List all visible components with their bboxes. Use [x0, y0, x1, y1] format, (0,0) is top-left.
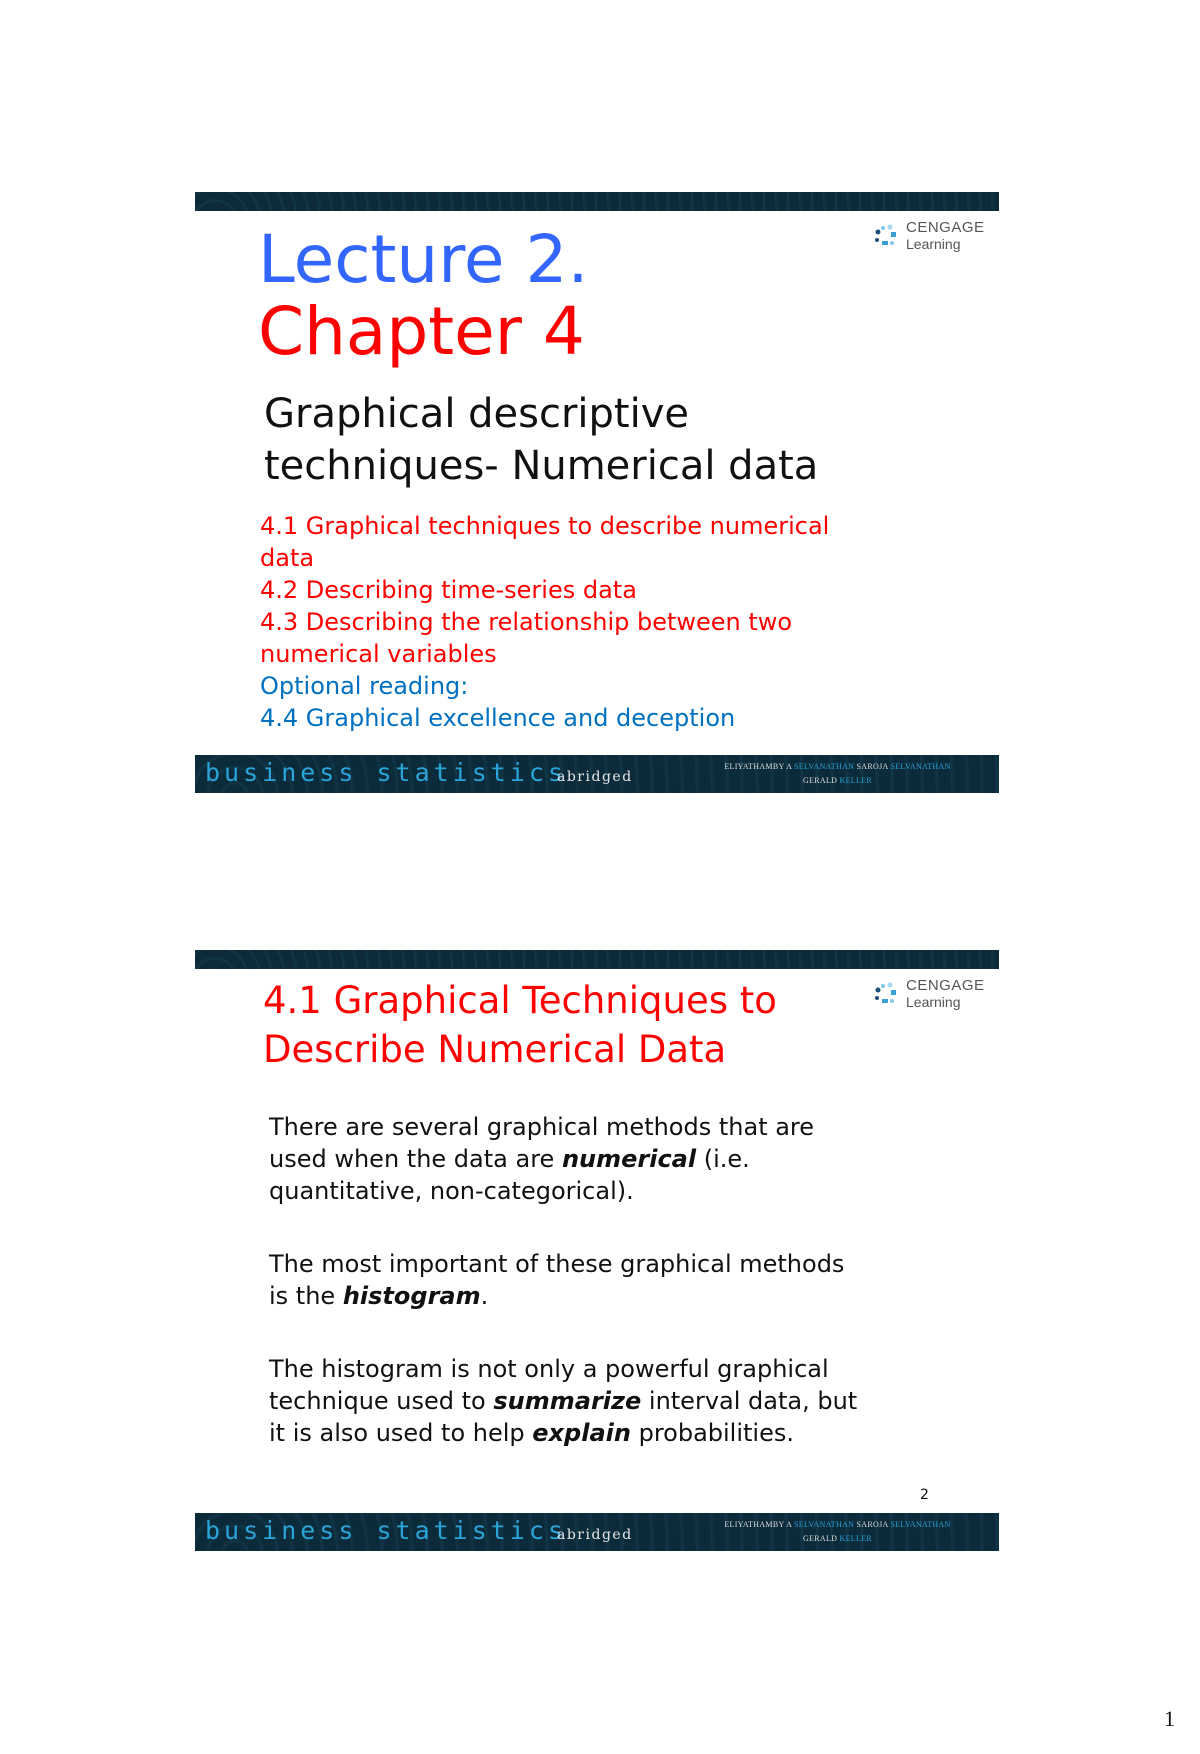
body-line	[269, 1248, 857, 1280]
body-text: quantitative, non-categorical).	[269, 1177, 634, 1205]
logo-text-cengage: CENGAGE	[906, 977, 985, 994]
emphasized-term: summarize	[493, 1387, 642, 1415]
outline-item: data	[260, 544, 315, 572]
author-text: SELVANATHAN	[890, 1520, 951, 1529]
outline-item: 4.2 Describing time-series data	[260, 576, 637, 604]
outline-item: 4.3 Describing the relationship between two	[260, 608, 793, 636]
body-text: interval data, but	[641, 1387, 858, 1415]
body-text: probabilities.	[630, 1419, 794, 1447]
author-text: KELLER	[839, 1534, 872, 1543]
logo-text-cengage: CENGAGE	[906, 219, 985, 236]
body-line	[269, 1175, 857, 1207]
slide-header-bar	[195, 950, 999, 969]
footer-brand: business statistics	[205, 1516, 567, 1545]
body-line	[269, 1143, 857, 1175]
cengage-dots-icon	[873, 223, 899, 249]
logo-text-learning: Learning	[906, 236, 961, 252]
footer-authors	[690, 1518, 985, 1546]
cengage-logo	[873, 977, 993, 1013]
page-number: 1	[1164, 1706, 1175, 1731]
slide-footer-bar	[195, 755, 999, 793]
footer-brand: business statistics	[205, 758, 567, 787]
author-text: SAROJA	[854, 1520, 891, 1529]
subtitle	[264, 388, 818, 492]
body-line	[269, 1385, 857, 1417]
body-text: There are several graphical methods that are	[269, 1113, 815, 1141]
slide-body	[269, 1111, 857, 1490]
body-line	[269, 1417, 857, 1449]
chapter-outline	[260, 510, 829, 734]
author-text: SAROJA	[854, 762, 891, 771]
body-text: used when the data are	[269, 1145, 562, 1173]
slide-number: 2	[920, 1487, 929, 1503]
author-text: ELIYATHAMBY A	[724, 762, 795, 771]
outline-item: 4.4 Graphical excellence and deception	[260, 704, 736, 732]
author-text: GERALD	[802, 1534, 840, 1543]
slide-header-bar	[195, 192, 999, 211]
body-text: The histogram is not only a powerful graphical	[269, 1355, 829, 1383]
body-line	[269, 1280, 857, 1312]
body-text: (i.e.	[696, 1145, 750, 1173]
author-text: SELVANATHAN	[890, 762, 951, 771]
body-text: The most important of these graphical methods	[269, 1250, 845, 1278]
footer-authors	[690, 760, 985, 788]
body-paragraph	[269, 1111, 857, 1207]
body-text: is the	[269, 1282, 343, 1310]
author-text: ELIYATHAMBY A	[724, 1520, 795, 1529]
emphasized-term: numerical	[561, 1145, 697, 1173]
logo-text-learning: Learning	[906, 994, 961, 1010]
cengage-logo	[873, 219, 993, 255]
outline-item: 4.1 Graphical techniques to describe numerical	[260, 512, 830, 540]
body-line	[269, 1353, 857, 1385]
cengage-dots-icon	[873, 981, 899, 1007]
body-line	[269, 1111, 857, 1143]
outline-item: Optional reading:	[260, 672, 469, 700]
footer-edition: abridged	[557, 1527, 633, 1543]
body-paragraph	[269, 1248, 857, 1312]
emphasized-term: histogram	[342, 1282, 481, 1310]
author-text: SELVANATHAN	[794, 762, 855, 771]
author-text: KELLER	[839, 776, 872, 785]
author-text: GERALD	[802, 776, 840, 785]
chapter-title: Chapter 4	[258, 293, 585, 370]
slide-footer-bar	[195, 1513, 999, 1551]
lecture-title: Lecture 2.	[258, 221, 589, 298]
outline-item: numerical variables	[260, 640, 497, 668]
slide-title-line: 4.1 Graphical Techniques to	[263, 979, 777, 1022]
author-text: SELVANATHAN	[794, 1520, 855, 1529]
slide-2	[195, 950, 999, 1552]
subtitle-line: techniques- Numerical data	[264, 443, 819, 489]
emphasized-term: explain	[532, 1419, 631, 1447]
slide-1	[195, 192, 999, 798]
slide-title	[263, 976, 777, 1074]
footer-edition: abridged	[557, 769, 633, 785]
body-paragraph	[269, 1353, 857, 1449]
body-text: it is also used to help	[269, 1419, 533, 1447]
body-text: .	[480, 1282, 489, 1310]
slide-title-line: Describe Numerical Data	[263, 1028, 727, 1071]
subtitle-line: Graphical descriptive	[264, 391, 689, 437]
body-text: technique used to	[269, 1387, 494, 1415]
